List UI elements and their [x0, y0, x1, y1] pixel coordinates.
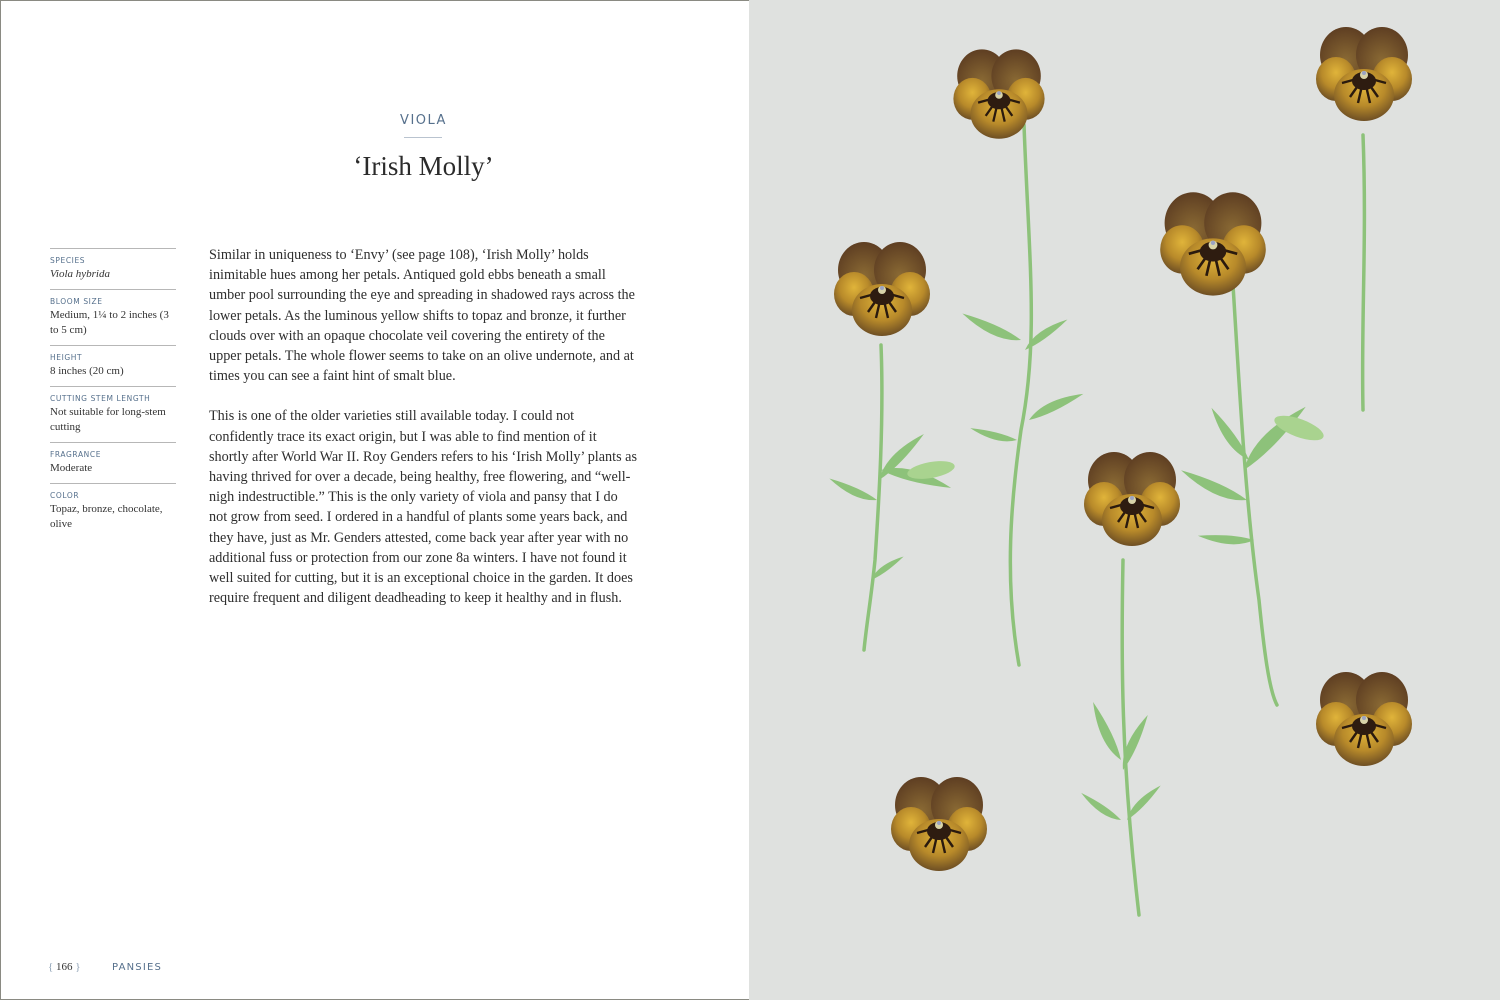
paragraph: Similar in uniqueness to ‘Envy’ (see page 108), ‘Irish Molly’ holds inimitable hues among her petals. Antiqued gold ebbs beneath a small umber pool surrounding the eye and spreading in shadowed rays across the lower petals. As the luminous yellow shifts to topaz and bronze, it further clouds over with an opaque chocolate veil covering the entirety of the upper petals. The whole flower seems to take on an olive undernote, and at times you can see a faint hint of smalt blue.	[209, 247, 635, 385]
variety-title: ‘Irish Molly’	[353, 151, 494, 181]
folio-bracket-close: }	[75, 961, 81, 973]
leaves	[828, 307, 1327, 825]
pansy-photo	[749, 0, 1500, 1000]
spec-fragrance	[50, 442, 176, 476]
folio	[48, 961, 81, 973]
body-text	[209, 245, 639, 628]
left-page	[0, 0, 749, 1000]
spec-label: HEIGHT	[50, 353, 83, 362]
spec-bloom-size	[50, 289, 176, 338]
paragraph: This is one of the older varieties still available today. I could not confidently trace its exact origin, but I was able to find mention of it shortly after World War II. Roy Genders refers to his ‘Irish Molly’ plants as having thrived for over a decade, being healthy, free flowering, and “well-nigh indestructible.” This is the only variety of viola and pansy that I do not grow from seed. I ordered in a handful of plants some years back, and they have, just as Mr. Genders attested, come back year after year with no additional fuss or protection from our zone 8a winters. I have not found it well suited for cutting, but it is an exceptional choice in the garden. It does require frequent and diligent deadheading to keep it healthy and in flush.	[209, 408, 637, 607]
spec-value: Not suitable for long-stem cutting	[50, 406, 166, 433]
folio-bracket-open: {	[48, 961, 54, 973]
spec-label: CUTTING STEM LENGTH	[50, 394, 151, 403]
spec-label: FRAGRANCE	[50, 450, 102, 459]
spec-value: 8 inches (20 cm)	[50, 365, 124, 377]
kicker-rule	[404, 137, 442, 138]
spec-value: Medium, 1¼ to 2 inches (3 to 5 cm)	[50, 309, 169, 336]
spec-value: Topaz, bronze, chocolate, olive	[50, 503, 163, 530]
spec-label: BLOOM SIZE	[50, 297, 103, 306]
spec-value: Moderate	[50, 462, 93, 474]
genus-kicker: VIOLA	[400, 113, 447, 128]
spec-value: Viola hybrida	[50, 268, 110, 280]
spec-height	[50, 345, 176, 379]
spec-sidebar	[50, 248, 176, 539]
spec-species	[50, 248, 176, 282]
running-head: PANSIES	[112, 962, 163, 973]
spec-cutting-stem-length	[50, 386, 176, 435]
spec-label: COLOR	[50, 491, 80, 500]
photo-page	[749, 0, 1500, 1000]
page-number: 166	[56, 961, 73, 973]
spec-label: SPECIES	[50, 256, 86, 265]
spec-color	[50, 483, 176, 532]
